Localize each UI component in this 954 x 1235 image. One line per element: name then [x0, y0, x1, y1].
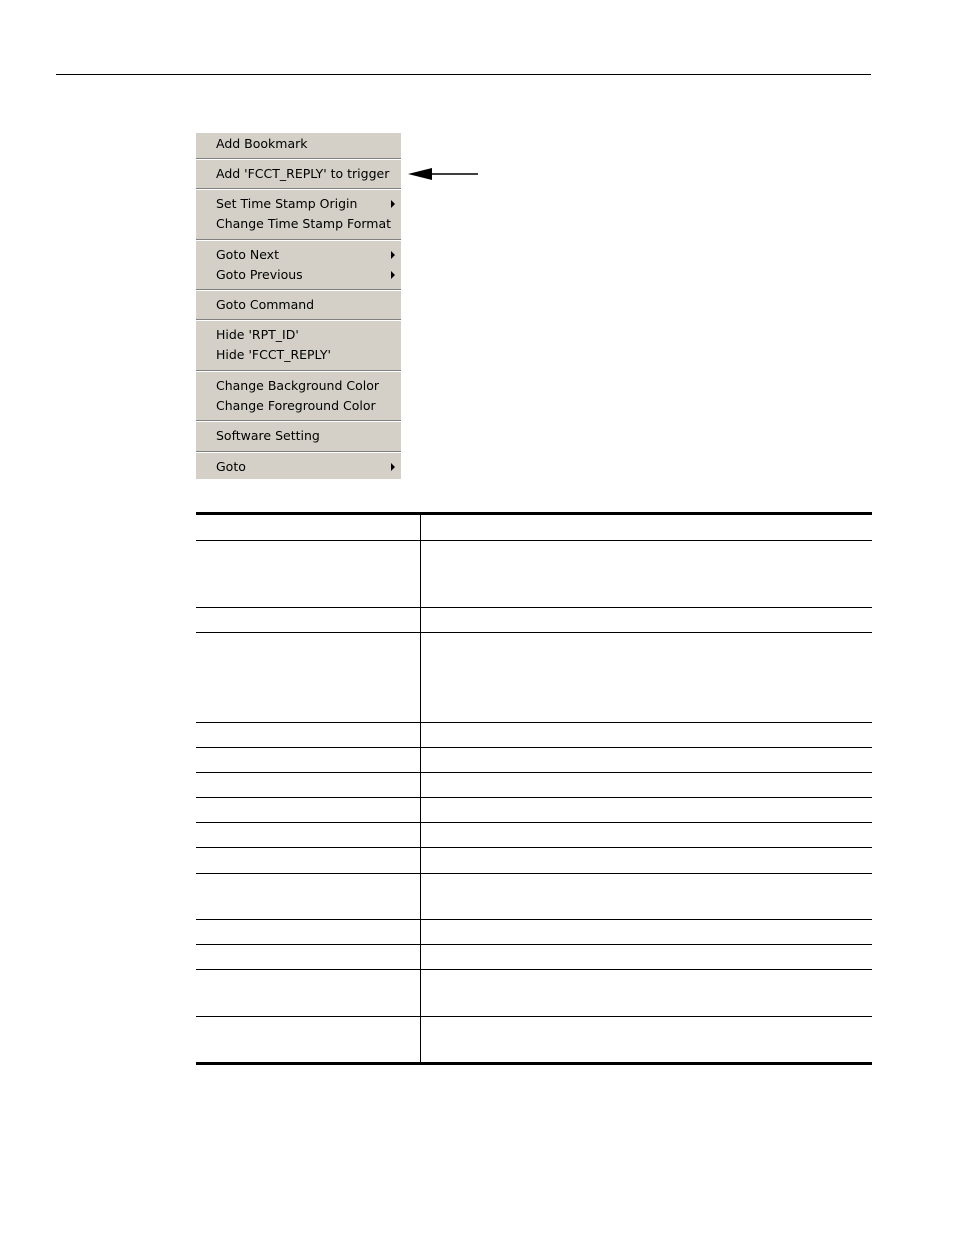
- table-row-divider: [196, 797, 872, 798]
- menu-item-set-time-stamp-origin[interactable]: [196, 194, 401, 214]
- menu-item-label: Goto Next: [216, 247, 279, 262]
- table-row-divider: [196, 1016, 872, 1017]
- menu-item-label: Goto: [216, 459, 246, 474]
- menu-item-goto[interactable]: [196, 457, 401, 477]
- menu-item-goto-previous[interactable]: [196, 265, 401, 285]
- table-row-divider: [196, 747, 872, 748]
- table-row-divider: [196, 772, 872, 773]
- menu-item-label: Set Time Stamp Origin: [216, 196, 358, 211]
- menu-separator: [196, 239, 401, 241]
- table-row-divider: [196, 873, 872, 874]
- menu-item-goto-command[interactable]: [196, 295, 401, 315]
- menu-item-label: Add Bookmark: [216, 136, 308, 151]
- menu-separator: [196, 420, 401, 422]
- menu-item-change-time-stamp-format[interactable]: [196, 214, 401, 234]
- menu-item-software-setting[interactable]: [196, 426, 401, 446]
- table-bottom-border: [196, 1062, 872, 1065]
- menu-separator: [196, 188, 401, 190]
- data-table: [196, 512, 872, 1065]
- table-row-divider: [196, 632, 872, 633]
- menu-item-add-to-trigger[interactable]: [196, 164, 401, 184]
- menu-item-label: Change Foreground Color: [216, 398, 376, 413]
- menu-item-label: Change Time Stamp Format: [216, 216, 392, 231]
- menu-item-label: Software Setting: [216, 428, 320, 443]
- table-row-divider: [196, 722, 872, 723]
- menu-item-change-background-color[interactable]: [196, 376, 401, 396]
- table-column-divider: [420, 512, 421, 1065]
- table-row-divider: [196, 847, 872, 848]
- menu-item-label: Hide 'FCCT_REPLY': [216, 347, 331, 362]
- table-top-border: [196, 512, 872, 515]
- menu-item-hide-fcct-reply[interactable]: [196, 345, 401, 365]
- table-row-divider: [196, 607, 872, 608]
- menu-item-add-bookmark[interactable]: [196, 134, 401, 154]
- table-row-divider: [196, 919, 872, 920]
- chevron-right-icon: [391, 463, 395, 471]
- table-row-divider: [196, 822, 872, 823]
- menu-item-label: Goto Command: [216, 297, 315, 312]
- menu-item-label: Change Background Color: [216, 378, 380, 393]
- chevron-right-icon: [391, 200, 395, 208]
- menu-item-hide-rpt-id[interactable]: [196, 325, 401, 345]
- table-row-divider: [196, 969, 872, 970]
- menu-item-label: Add 'FCCT_REPLY' to trigger: [216, 166, 390, 181]
- menu-separator: [196, 289, 401, 291]
- menu-separator: [196, 319, 401, 321]
- context-menu: [196, 133, 401, 479]
- table-row-divider: [196, 944, 872, 945]
- table-row-divider: [196, 540, 872, 541]
- menu-separator: [196, 158, 401, 160]
- menu-separator: [196, 451, 401, 453]
- menu-item-goto-next[interactable]: [196, 245, 401, 265]
- header-rule: [56, 74, 871, 75]
- chevron-right-icon: [391, 271, 395, 279]
- menu-item-label: Hide 'RPT_ID': [216, 327, 299, 342]
- menu-item-change-foreground-color[interactable]: [196, 396, 401, 416]
- menu-separator: [196, 370, 401, 372]
- chevron-right-icon: [391, 251, 395, 259]
- menu-item-label: Goto Previous: [216, 267, 303, 282]
- left-arrow-icon: [408, 165, 480, 183]
